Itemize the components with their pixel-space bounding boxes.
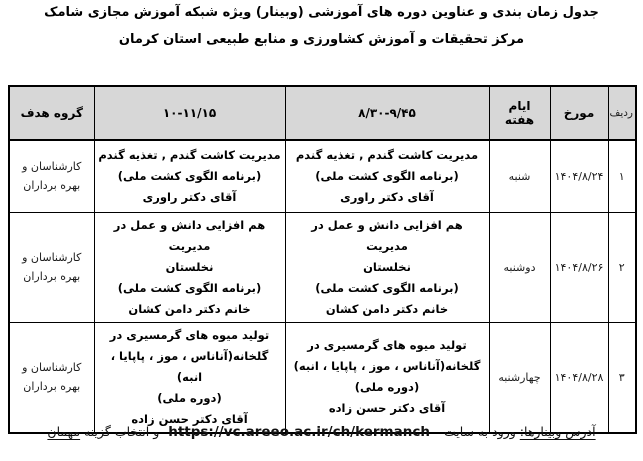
course-line: تولید میوه های گرمسیری در [307,338,467,352]
course-line: گلخانه(آناناس ، موز ، پاپایا ، انبه) [293,359,481,373]
date-cell [550,140,608,212]
col-header-timeslot-2 [94,86,285,140]
timeslot-2-label: ۱۰-۱۱/۱۵ [162,106,217,120]
course-line: مدیریت کاشت گندم , تغذیه گندم [98,147,281,162]
table-row [9,322,636,433]
weekday-cell: دوشنبه [489,212,550,322]
course-line: هم افزایی دانش و عمل در مدیریت [311,217,463,253]
course-line: تولید میوه های گرمسیری در [109,327,270,342]
date-cell [550,322,608,433]
course-line: (برنامه الگوی کشت ملی) [315,280,459,295]
document-title: جدول زمان بندی و عناوین دوره های آموزشی (وبینار) ویژه شبکه آموزش مجازی شامک [44,5,599,20]
date-value: ۱۴۰۴/۸/۲۸ [554,370,604,384]
course-line: خانم دکتر دامن کشان [325,301,449,316]
col-header-target-group: گروه هدف [9,86,94,140]
col-header-date: مورخ [550,86,608,140]
course-line: (برنامه الگوی کشت ملی) [117,280,262,295]
webinar-address-note [0,424,643,440]
course-cell-slot2 [94,322,285,433]
col-header-weekday: ایام هفته [489,86,550,140]
weekday-cell: چهارشنبه [489,322,550,433]
col-header-row-no: ردیف [608,86,636,140]
course-cell-slot1 [285,212,489,322]
course-line: (برنامه الگوی کشت ملی) [117,168,262,183]
course-line: آقای دکتر راوری [340,189,434,204]
course-cell-slot1 [285,322,489,433]
course-line: نخلستان [165,259,214,274]
course-cell-slot2 [94,140,285,212]
table-row [9,212,636,322]
course-cell-slot1 [285,140,489,212]
course-line: (دوره ملی) [354,380,420,394]
row-number-cell: ۳ [608,322,636,433]
course-line: (برنامه الگوی کشت ملی) [315,168,459,183]
course-line: (دوره ملی) [157,390,222,405]
course-line: خانم دکتر دامن کشان [128,301,251,316]
webinar-url: https://vc.areeo.ac.ir/ch/kermanch [168,424,430,440]
date-value: ۱۴۰۴/۸/۲۶ [554,260,604,274]
address-label: آدرس وبینارها: [519,424,596,439]
target-group-cell: کارشناسان و بهره برداران [9,140,94,212]
enter-site-text: ورود به سایت [443,424,516,439]
table-header-row [9,86,636,140]
course-line: مدیریت کاشت گندم , تغذیه گندم [295,147,479,162]
course-cell-slot2 [94,212,285,322]
course-line: گلخانه(آناناس ، موز ، پاپایا ، انبه) [110,348,269,384]
course-line: آقای دکتر حسن زاده [131,411,248,426]
guest-option: مهمان [47,424,81,439]
schedule-table [8,85,637,434]
target-group-cell: کارشناسان و بهره برداران [9,322,94,433]
course-line: آقای دکتر راوری [142,189,237,204]
timeslot-1-label: ۸/۳۰-۹/۴۵ [358,106,416,120]
date-cell [550,212,608,322]
table-row [9,140,636,212]
course-line: هم افزایی دانش و عمل در مدیریت [113,217,266,253]
weekday-cell: شنبه [489,140,550,212]
course-line: آقای دکتر حسن زاده [328,401,446,415]
and-select-text: و انتخاب گزینه [84,424,160,439]
target-group-cell: کارشناسان و بهره برداران [9,212,94,322]
date-value: ۱۴۰۴/۸/۲۴ [554,169,604,183]
course-line: نخلستان [363,259,411,274]
row-number-cell: ۲ [608,212,636,322]
row-number-cell: ۱ [608,140,636,212]
col-header-timeslot-1 [285,86,489,140]
document-subtitle: مرکز تحقیقات و آموزش کشاورزی و منابع طبیعی استان کرمان [118,32,525,47]
